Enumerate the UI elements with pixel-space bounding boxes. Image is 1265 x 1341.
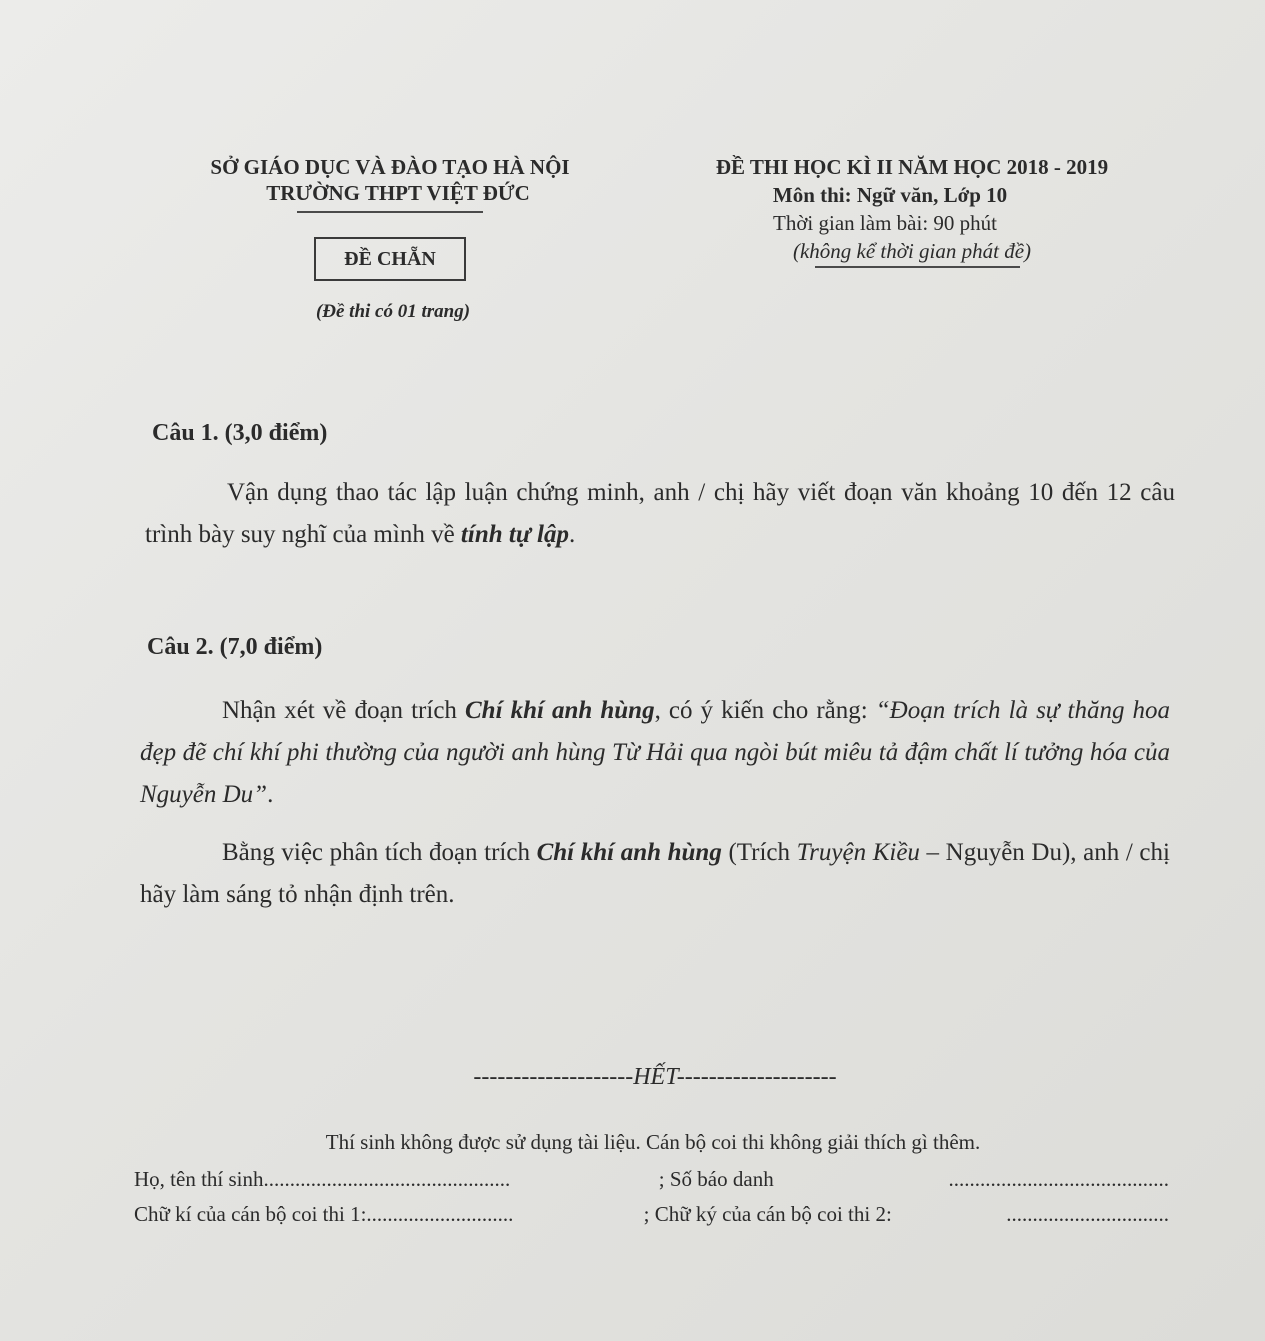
- invigilator-2-label: ; Chữ ký của cán bộ coi thi 2:: [643, 1202, 892, 1226]
- source-work: Truyện Kiều: [796, 839, 920, 866]
- quoted-opinion: “Đoạn trích là sự thăng hoa đẹp đẽ chí khí phi thường của người anh hùng Từ Hải qua ngòi bút miêu tả đậm chất lí tưởng hóa của Nguyễn Du”: [140, 697, 1170, 808]
- candidate-name-label: Họ, tên thí sinh: [134, 1167, 264, 1191]
- exam-subject: Môn thi: Ngữ văn, Lớp 10: [772, 183, 1008, 207]
- exam-code-box: [314, 237, 466, 281]
- candidate-id-field: ..........................................: [948, 1167, 1169, 1191]
- end-marker: --------------------HẾT--------------------: [473, 1064, 837, 1090]
- invigilator-2-field: ...............................: [1006, 1202, 1169, 1226]
- school-underline: [297, 211, 483, 213]
- question-2-paragraph-2: Bằng việc phân tích đoạn trích Chí khí anh hùng (Trích Truyện Kiều – Nguyễn Du), anh / chị hãy làm sáng tỏ nhận định trên.: [140, 839, 1170, 908]
- exam-notice: Thí sinh không được sử dụng tài liệu. Cán bộ coi thi không giải thích gì thêm.: [325, 1130, 981, 1154]
- department-name: SỞ GIÁO DỤC VÀ ĐÀO TẠO HÀ NỘI: [210, 155, 570, 179]
- question-1-emphasis: tính tự lập: [460, 521, 569, 548]
- candidate-info-line: [134, 1167, 1169, 1192]
- exam-duration-note: (không kể thời gian phát đề): [792, 239, 1032, 263]
- invigilator-1-field: ............................: [366, 1202, 514, 1226]
- exam-title: ĐỀ THI HỌC KÌ II NĂM HỌC 2018 - 2019: [715, 155, 1109, 179]
- question-1-text: Vận dụng thao tác lập luận chứng minh, anh / chị hãy viết đoạn văn khoảng 10 đến 12 câu trình bày suy nghĩ của mình về tính tự lập.: [145, 479, 1175, 548]
- duration-underline: [815, 266, 1020, 268]
- candidate-id-label: ; Số báo danh: [658, 1167, 774, 1191]
- question-2-paragraph-1: Nhận xét về đoạn trích Chí khí anh hùng, có ý kiến cho rằng: “Đoạn trích là sự thăng hoa đẹp đẽ chí khí phi thường của người anh hùng Từ Hải qua ngòi bút miêu tả đậm chất lí tưởng hóa của Nguyễn Du”.: [140, 697, 1170, 808]
- invigilator-signature-line: [134, 1202, 1169, 1227]
- exam-duration: Thời gian làm bài: 90 phút: [773, 211, 997, 235]
- school-name: TRƯỜNG THPT VIỆT ĐỨC: [266, 181, 530, 205]
- page-count: (Đề thi có 01 trang): [315, 301, 471, 322]
- work-title: Chí khí anh hùng: [465, 697, 655, 724]
- work-title-2: Chí khí anh hùng: [536, 839, 722, 866]
- exam-code: ĐỀ CHẴN: [344, 247, 436, 270]
- candidate-name-field: ...............................................: [263, 1167, 511, 1191]
- invigilator-1-label: Chữ kí của cán bộ coi thi 1:: [134, 1202, 367, 1226]
- question-1-heading: Câu 1. (3,0 điểm): [152, 420, 328, 446]
- question-2-heading: Câu 2. (7,0 điểm): [147, 634, 323, 660]
